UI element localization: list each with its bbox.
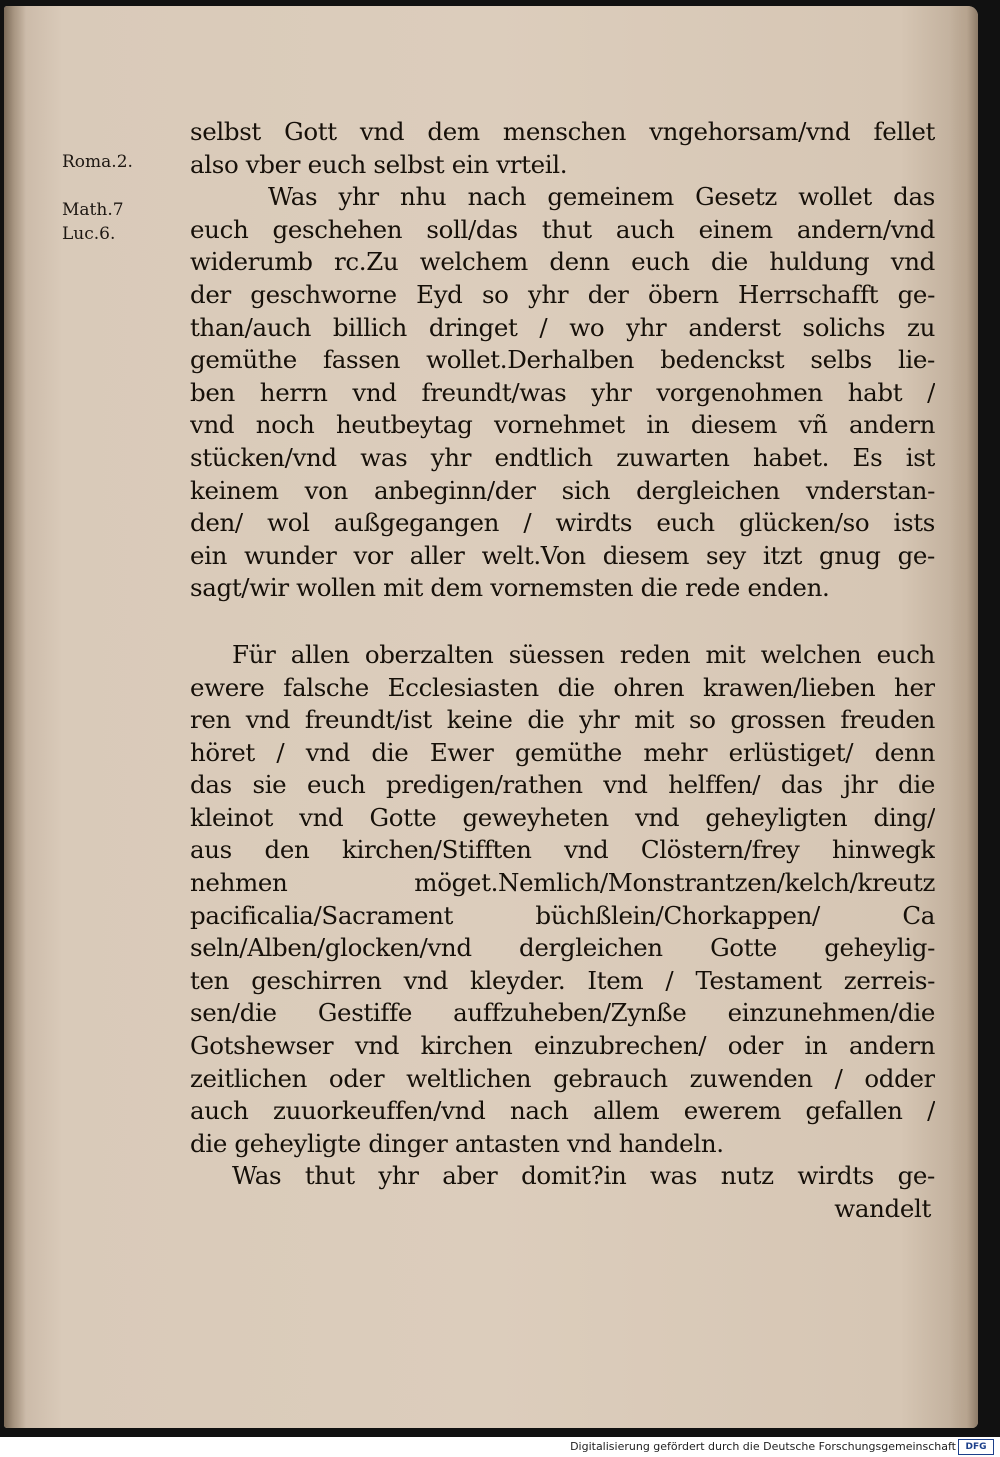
dfg-logo: DFG (958, 1439, 994, 1455)
paragraph-4 (190, 1160, 935, 1225)
text-line: widerumb rc.Zu welchem denn euch die huldung vnd (190, 247, 935, 277)
text-line: Gotshewser vnd kirchen einzubrechen/ oder in andern (190, 1031, 935, 1061)
page-left-edge-shadow (4, 6, 26, 1428)
text-line: auch zuuorkeuffen/vnd nach allem ewerem gefallen / (190, 1096, 935, 1126)
text-line: than/auch billich dringet / wo yhr anderst solichs zu (190, 312, 935, 342)
margin-note-matthew: Math.7 (62, 200, 124, 220)
text-line: die geheyligte dinger antasten vnd handeln. (190, 1128, 724, 1158)
text-line: ren vnd freundt/ist keine die yhr mit so grossen freuden (190, 705, 935, 735)
margin-notes (62, 150, 172, 246)
text-line: keinem von anbeginn/der sich dergleichen vnderstan- (190, 475, 935, 505)
text-line: stücken/vnd was yhr endtlich zuwarten habet. Es ist (190, 442, 935, 472)
text-line: selbst Gott vnd dem menschen vngehorsam/vnd fellet (190, 117, 935, 146)
text-line: kleinot vnd Gotte geweyheten vnd geheyligten ding/ (190, 802, 935, 832)
text-line: höret / vnd die Ewer gemüthe mehr erlüstiget/ denn (190, 737, 935, 767)
text-line: euch geschehen soll/das thut auch einem andern/vnd (190, 214, 935, 244)
text-line: der geschworne Eyd so yhr der öbern Herrschafft ge- (190, 279, 935, 309)
text-line: ten geschirren vnd kleyder. Item / Testament zerreis- (190, 965, 935, 995)
paragraph-1 (190, 116, 935, 181)
text-line: nehmen möget.Nemlich/Monstrantzen/kelch/kreutz (190, 868, 935, 898)
text-line: gemüthe fassen wollet.Derhalben bedenckst selbs lie- (190, 345, 935, 375)
footer-bar (0, 1437, 1000, 1457)
text-line: das sie euch predigen/rathen vnd helffen/ das jhr die (190, 770, 935, 800)
catchword: wandelt (834, 1194, 931, 1223)
text-line: ewere falsche Ecclesiasten die ohren krawen/lieben her (190, 672, 935, 702)
text-line: also vber euch selbst ein vrteil. (190, 149, 568, 179)
margin-note-luke: Luc.6. (62, 224, 116, 244)
text-line: sen/die Gestiffe auffzuheben/Zynße einzunehmen/die (190, 998, 935, 1028)
text-line: pacificalia/Sacrament büchßlein/Chorkappen/ Ca (190, 900, 935, 930)
text-line: Was thut yhr aber domit?in was nutz wirdts ge- (232, 1161, 935, 1191)
paragraph-3 (190, 639, 935, 1161)
text-line: aus den kirchen/Stifften vnd Clöstern/frey hinwegk (190, 835, 935, 865)
margin-note-romans: Roma.2. (62, 152, 133, 172)
text-line: sagt/wir wollen mit dem vornemsten die rede enden. (190, 573, 830, 603)
page-right-edge-shadow (950, 6, 978, 1428)
text-line: vnd noch heutbeytag vornehmet in diesem vñ andern (190, 410, 935, 440)
text-line: seln/Alben/glocken/vnd dergleichen Gotte geheylig- (190, 933, 935, 963)
main-text-block (190, 116, 935, 1226)
text-line: Was yhr nhu nach gemeinem Gesetz wollet das (268, 182, 935, 212)
paragraph-2 (190, 181, 935, 605)
funding-credit: Digitalisierung gefördert durch die Deutsche Forschungsgemeinschaft (570, 1440, 956, 1453)
text-line: den/ wol außgegangen / wirdts euch glücken/so ists (190, 508, 935, 538)
text-line: zeitlichen oder weltlichen gebrauch zuwenden / odder (190, 1063, 935, 1093)
text-line: Für allen oberzalten süessen reden mit welchen euch (232, 639, 935, 669)
text-line: ben herrn vnd freundt/was yhr vorgenohmen habt / (190, 377, 935, 407)
text-line: ein wunder vor aller welt.Von diesem sey itzt gnug ge- (190, 540, 935, 570)
